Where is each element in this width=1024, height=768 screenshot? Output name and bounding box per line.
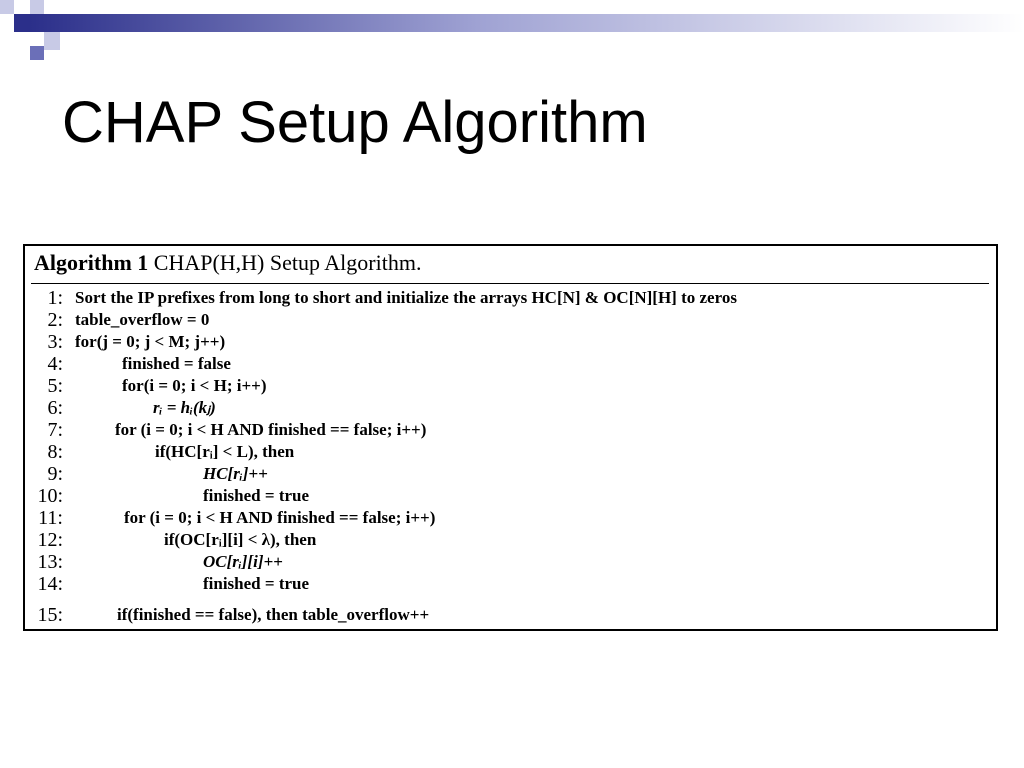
algorithm-line bbox=[25, 353, 995, 375]
algorithm-line bbox=[25, 604, 995, 626]
algorithm-header bbox=[34, 250, 421, 276]
line-number: 5: bbox=[47, 375, 63, 397]
algorithm-line bbox=[25, 441, 995, 463]
line-code: if(finished == false), then table_overflow++ bbox=[117, 605, 430, 624]
line-number: 2: bbox=[47, 309, 63, 331]
algorithm-box bbox=[23, 244, 998, 631]
algorithm-line bbox=[25, 551, 995, 573]
header-rule bbox=[31, 283, 989, 284]
square-light bbox=[0, 0, 14, 14]
square-light bbox=[30, 0, 44, 14]
title-decoration bbox=[0, 0, 1024, 62]
line-code: finished = false bbox=[122, 354, 231, 373]
algorithm-label: Algorithm 1 bbox=[34, 250, 149, 275]
line-number: 3: bbox=[47, 331, 63, 353]
line-code: if(HC[rᵢ] < L), then bbox=[155, 442, 295, 461]
algorithm-line bbox=[25, 529, 995, 551]
line-number: 7: bbox=[47, 419, 63, 441]
line-code: finished = true bbox=[203, 574, 310, 593]
line-code: Sort the IP prefixes from long to short and initialize the arrays HC[N] & OC[N][H] to zeros bbox=[75, 288, 737, 307]
line-code: for(i = 0; i < H; i++) bbox=[122, 376, 267, 395]
line-code: rᵢ = hᵢ(kⱼ) bbox=[153, 398, 216, 417]
line-number: 6: bbox=[47, 397, 63, 419]
line-code: for(j = 0; j < M; j++) bbox=[75, 332, 226, 351]
gradient-band bbox=[30, 14, 1024, 32]
algorithm-line bbox=[25, 485, 995, 507]
line-number: 8: bbox=[47, 441, 63, 463]
line-code: OC[rᵢ][i]++ bbox=[203, 552, 283, 571]
square-mid bbox=[30, 46, 44, 60]
algorithm-line bbox=[25, 375, 995, 397]
line-code: for (i = 0; i < H AND finished == false; i++) bbox=[124, 508, 436, 527]
line-number: 14: bbox=[37, 573, 63, 595]
algorithm-line bbox=[25, 463, 995, 485]
line-code: for (i = 0; i < H AND finished == false; i++) bbox=[115, 420, 427, 439]
algorithm-line bbox=[25, 287, 995, 309]
slide-title: CHAP Setup Algorithm bbox=[62, 90, 648, 155]
line-number: 4: bbox=[47, 353, 63, 375]
algorithm-caption: CHAP(H,H) Setup Algorithm. bbox=[153, 250, 422, 275]
square-light bbox=[44, 32, 60, 50]
algorithm-line bbox=[25, 507, 995, 529]
algorithm-line bbox=[25, 573, 995, 595]
line-number: 9: bbox=[47, 463, 63, 485]
line-number: 15: bbox=[37, 604, 63, 626]
line-number: 10: bbox=[37, 485, 63, 507]
algorithm-line bbox=[25, 419, 995, 441]
line-number: 13: bbox=[37, 551, 63, 573]
algorithm-line bbox=[25, 397, 995, 419]
line-code: finished = true bbox=[203, 486, 310, 505]
algorithm-line bbox=[25, 331, 995, 353]
line-number: 11: bbox=[38, 507, 63, 529]
line-number: 12: bbox=[37, 529, 63, 551]
square-dark bbox=[14, 14, 30, 32]
line-code: table_overflow = 0 bbox=[75, 310, 210, 329]
algorithm-line bbox=[25, 309, 995, 331]
line-code: if(OC[rᵢ][i] < λ), then bbox=[164, 530, 317, 549]
line-number: 1: bbox=[47, 287, 63, 309]
line-code: HC[rᵢ]++ bbox=[203, 464, 268, 483]
